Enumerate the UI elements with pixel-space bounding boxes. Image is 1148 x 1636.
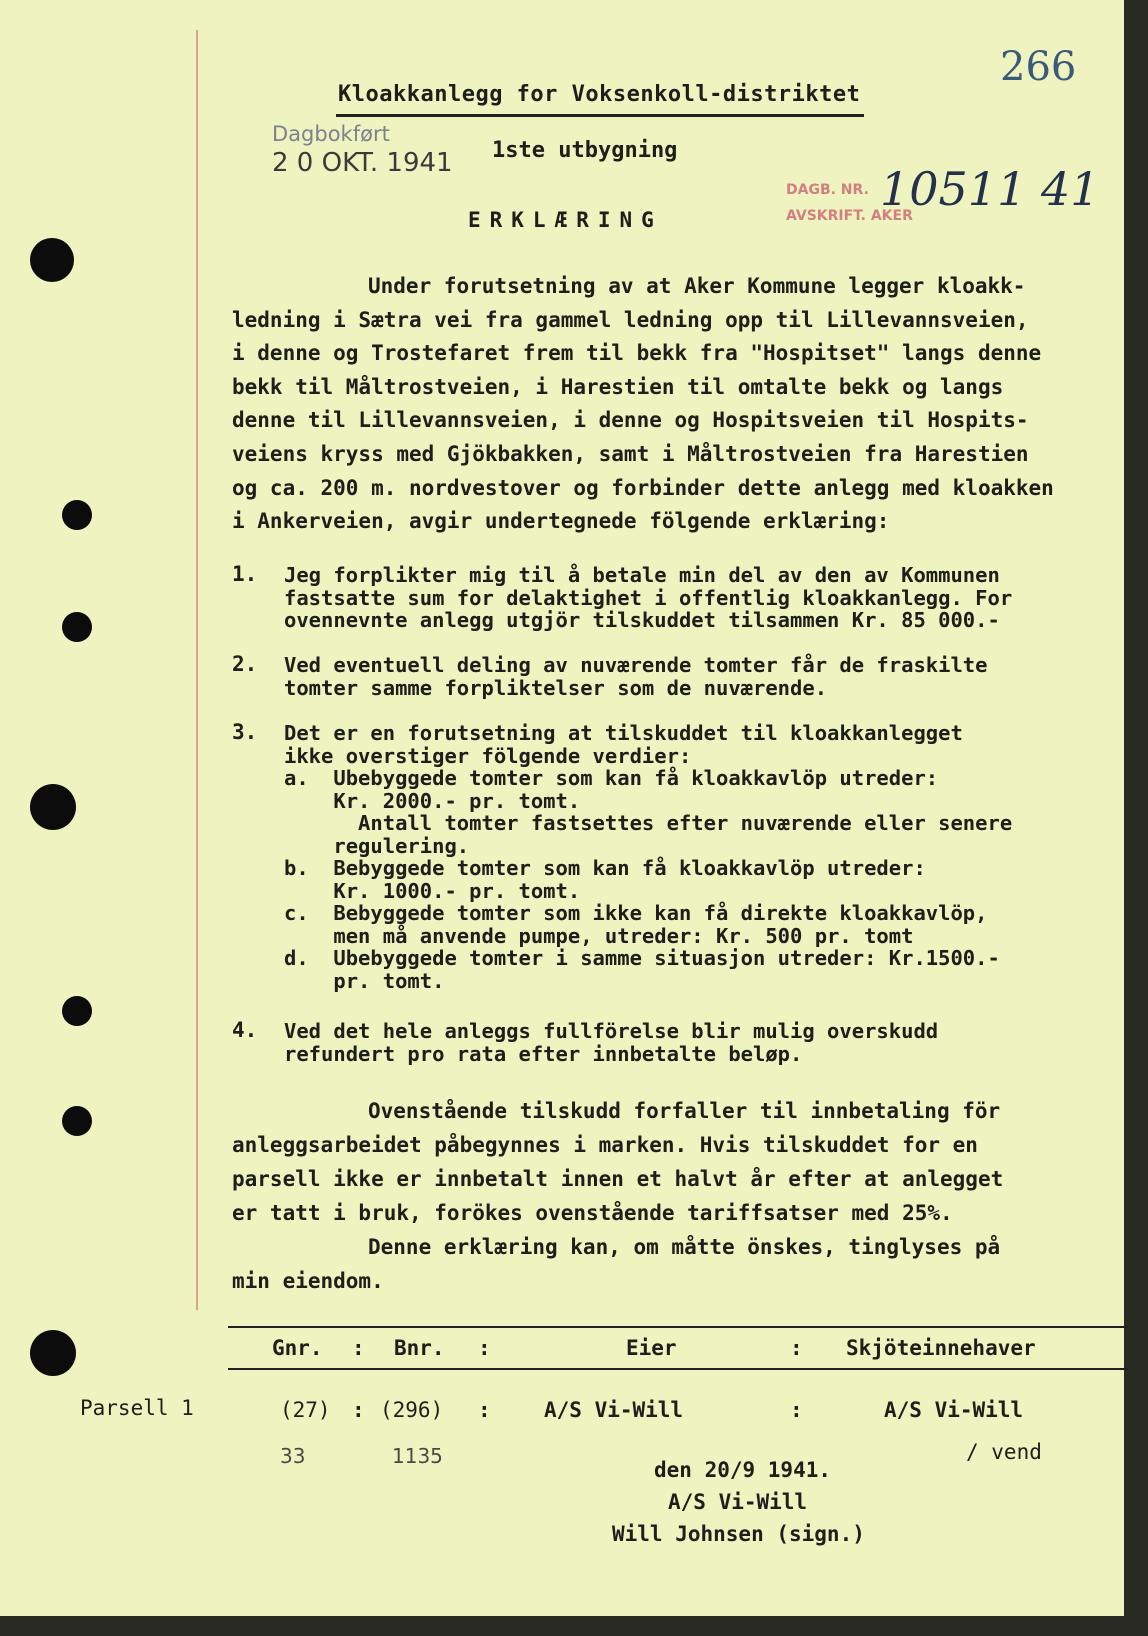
journal-stamp-line2: AVSKRIFT. AKER [786,208,913,224]
intro-line: Under forutsetning av at Aker Kommune legger kloakk- [368,274,1026,298]
scan-edge-bottom [0,1616,1148,1636]
item-2-text [284,654,988,699]
signature-date: den 20/9 1941. [654,1458,832,1482]
page-number: 266 [1000,44,1077,90]
received-stamp-date: 2 0 OKT. 1941 [272,148,453,178]
table-separator: : [478,1336,491,1360]
item-line: Kr. 1000.- pr. tomt. [284,878,581,903]
parcel-owner: A/S Vi-Will [544,1398,684,1422]
item-line: ikke overstiger fölgende verdier: [284,743,692,768]
closing-paragraph [232,1094,1122,1298]
table-separator: : [478,1398,491,1422]
intro-line: og ca. 200 m. nordvestover og forbinder dette anlegg med kloakken [232,475,1054,500]
parcel-deed-holder: A/S Vi-Will [884,1398,1024,1422]
intro-line: veiens kryss med Gjökbakken, samt i Måltrostveien fra Harestien [232,441,1029,466]
item-line: refundert pro rata efter innbetalte beløp. [284,1041,803,1066]
closing-line: parsell ikke er innbetalt innen et halvt år efter at anlegget [232,1167,1004,1191]
punch-hole-icon [62,612,92,642]
closing-line: min eiendom. [232,1269,384,1293]
item-line: Kr. 2000.- pr. tomt. [284,788,581,813]
table-separator: : [352,1398,365,1422]
table-header-bnr: Bnr. [394,1336,445,1360]
item-1-text [284,564,1012,632]
item-line: Jeg forplikter mig til å betale min del av den av Kommunen [284,563,1000,587]
signature-company: A/S Vi-Will [668,1490,808,1514]
item-4-text [284,1020,938,1065]
punch-hole-icon [62,996,92,1026]
table-separator: : [352,1336,365,1360]
margin-line [196,30,198,1310]
declaration-heading: ERKLÆRING [468,208,663,232]
closing-line: Ovenstående tilskudd forfaller til innbetaling för [368,1099,1001,1123]
title-underline [336,114,864,117]
item-number: 4. [232,1018,258,1042]
received-stamp-label: Dagbokført [272,122,390,146]
parcel-gnr: (27) [280,1398,331,1422]
item-line: tomter samme forpliktelser som de nuværende. [284,675,828,700]
parcel-bnr: (296) [380,1398,444,1422]
item-line: b. Bebyggede tomter som kan få kloakkavlöp utreder: [284,856,926,880]
item-line: Antall tomter fastsettes efter nuværende eller senere [284,811,1013,835]
punch-hole-icon [62,500,92,530]
item-line: regulering. [284,833,470,858]
table-separator: : [790,1398,803,1422]
scan-edge-right [1124,0,1148,1636]
signature-name: Will Johnsen (sign.) [612,1522,865,1546]
gnr-handwritten: 33 [280,1444,306,1468]
table-header-gnr: Gnr. [272,1336,323,1360]
item-number: 3. [232,720,258,744]
intro-line: ledning i Sætra vei fra gammel ledning opp til Lillevannsveien, [232,307,1029,332]
item-number: 2. [232,652,258,676]
parcel-label: Parsell 1 [80,1396,194,1420]
item-line: Ved eventuell deling av nuværende tomter får de fraskilte [284,653,988,677]
intro-paragraph [232,270,1122,539]
punch-hole-icon [30,1330,76,1376]
table-separator: : [790,1336,803,1360]
punch-hole-icon [62,1106,92,1136]
journal-stamp-line1: DAGB. NR. [786,182,869,198]
intro-line: bekk til Måltrostveien, i Harestien til omtalte bekk og langs [232,374,1004,399]
item-line: a. Ubebyggede tomter som kan få kloakkavlöp utreder: [284,766,939,790]
intro-line: i Ankerveien, avgir undertegnede fölgende erklæring: [232,509,890,534]
table-header-skjoteinnehaver: Skjöteinnehaver [846,1336,1036,1360]
document-subtitle: 1ste utbygning [492,138,678,163]
item-line: Det er en forutsetning at tilskuddet til kloakkanlegget [284,721,963,745]
journal-number-handwritten: 10511 41 [880,162,1100,216]
bnr-handwritten: 1135 [392,1444,443,1468]
item-line: pr. tomt. [284,968,445,993]
punch-hole-icon [30,238,74,282]
item-line: ovennevnte anlegg utgjör tilskuddet tilsammen Kr. 85 000.- [284,608,1000,632]
intro-line: i denne og Trostefaret frem til bekk fra "Hospitset" langs denne [232,341,1042,366]
item-number: 1. [232,562,258,586]
punch-hole-icon [30,784,76,830]
intro-line: denne til Lillevannsveien, i denne og Hospitsveien til Hospits- [232,408,1029,433]
item-line: d. Ubebyggede tomter i samme situasjon utreder: Kr.1500.- [284,946,1000,970]
item-line: fastsatte sum for delaktighet i offentlig kloakkanlegg. For [284,585,1013,610]
document-title: Kloakkanlegg for Voksenkoll-distriktet [338,82,861,107]
table-rule-top [228,1326,1128,1328]
table-rule-bottom [228,1368,1128,1370]
closing-line: Denne erklæring kan, om måtte önskes, tinglyses på [368,1235,1001,1259]
turn-over-note: / vend [966,1440,1042,1464]
item-line: c. Bebyggede tomter som ikke kan få direkte kloakkavlöp, [284,901,988,925]
closing-line: anleggsarbeidet påbegynnes i marken. Hvis tilskuddet for en [232,1133,978,1157]
table-header-eier: Eier [626,1336,677,1360]
closing-line: er tatt i bruk, forökes ovenstående tariffsatser med 25%. [232,1201,953,1225]
item-line: men må anvende pumpe, utreder: Kr. 500 pr. tomt [284,923,914,948]
item-line: Ved det hele anleggs fullförelse blir mulig overskudd [284,1019,939,1043]
item-3-text [284,722,1012,992]
